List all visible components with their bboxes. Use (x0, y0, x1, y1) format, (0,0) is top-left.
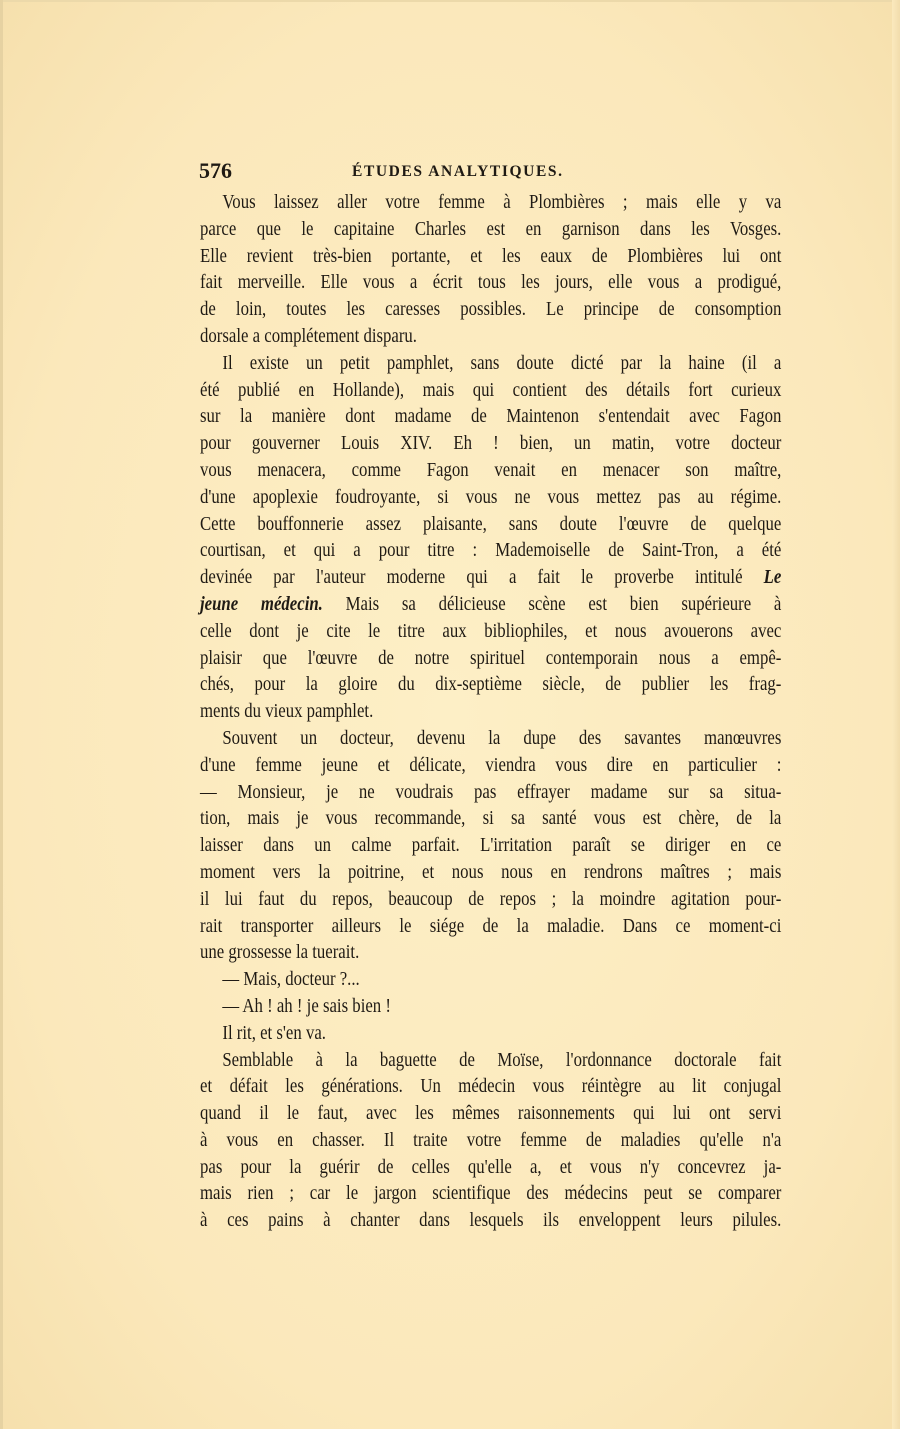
dialogue-line: — Ah ! ah ! je sais bien ! (222, 995, 391, 1017)
text-line: plaisir que l'œuvre de notre spirituel contemporain nous a empê- (200, 647, 782, 669)
text-span: devinée par l'auteur moderne qui a fait le proverbe intitulé (200, 567, 743, 589)
italic-title: jeune médecin. (200, 593, 323, 615)
text-line: quand il le faut, avec les mêmes raisonnements qui lui ont servi (200, 1103, 782, 1125)
text-line: rait transporter ailleurs le siége de la maladie. Dans ce moment-ci (200, 915, 782, 937)
text-line: à ces pains à chanter dans lesquels ils enveloppent leurs pilules. (200, 1210, 782, 1232)
page-edge-right (892, 0, 900, 1429)
text-line: sur la manière dont madame de Maintenon s'entendait avec Fagon (200, 406, 782, 428)
text-line: Vous laissez aller votre femme à Plombières ; mais elle y va (222, 192, 782, 213)
text-line: chés, pour la gloire du dix-septième siècle, de publier les frag- (200, 674, 782, 696)
text-line: celle dont je cite le titre aux bibliophiles, et nous avouerons avec (200, 620, 782, 642)
dialogue-line: Il rit, et s'en va. (222, 1022, 326, 1044)
text-line (200, 565, 781, 592)
text-line: pour gouverner Louis XIV. Eh ! bien, un matin, votre docteur (200, 433, 782, 455)
text-line: il lui faut du repos, beaucoup de repos ; la moindre agitation pour- (200, 888, 782, 910)
text-line (200, 592, 781, 619)
text-line: d'une apoplexie foudroyante, si vous ne vous mettez pas au régime. (200, 486, 782, 508)
text-line: Elle revient très-bien portante, et les eaux de Plombières lui ont (200, 245, 782, 267)
text-line: de loin, toutes les caresses possibles. Le principe de consomption (200, 299, 782, 321)
body-text (200, 190, 782, 1235)
text-line: Il existe un petit pamphlet, sans doute dicté par la haine (il a (222, 352, 782, 374)
text-line: Cette bouffonnerie assez plaisante, sans doute l'œuvre de quelque (200, 513, 782, 535)
text-line: et défait les générations. Un médecin vous réintègre au lit conjugal (200, 1076, 782, 1098)
text-line: parce que le capitaine Charles est en garnison dans les Vosges. (200, 218, 782, 240)
text-line: Souvent un docteur, devenu la dupe des savantes manœuvres (222, 727, 782, 749)
text-line: tion, mais je vous recommande, si sa santé vous est chère, de la (200, 808, 782, 830)
italic-title: Le (763, 567, 782, 589)
page-number: 576 (199, 158, 232, 183)
text-line: dorsale a complétement disparu. (200, 325, 418, 347)
text-line: mais rien ; car le jargon scientifique des médecins peut se comparer (200, 1183, 782, 1205)
running-head: ÉTUDES ANALYTIQUES. (352, 163, 564, 180)
text-line: laisser dans un calme parfait. L'irritation paraît se diriger en ce (200, 835, 782, 857)
text-span: Mais sa délicieuse scène est bien supérieure à (345, 593, 782, 615)
text-line: à vous en chasser. Il traite votre femme de maladies qu'elle n'a (200, 1129, 782, 1151)
page-edge-left (0, 0, 3, 1429)
text-line: courtisan, et qui a pour titre : Mademoiselle de Saint-Tron, a été (200, 540, 782, 562)
text-line: vous menacera, comme Fagon venait en menacer son maître, (200, 459, 782, 481)
text-line: d'une femme jeune et délicate, viendra vous dire en particulier : (200, 754, 782, 776)
text-line: pas pour la guérir de celles qu'elle a, et vous n'y concevrez ja- (200, 1156, 782, 1178)
text-line: Semblable à la baguette de Moïse, l'ordonnance doctorale fait (222, 1049, 782, 1071)
text-line: moment vers la poitrine, et nous nous en rendrons maîtres ; mais (200, 861, 782, 883)
dialogue-line: — Mais, docteur ?... (222, 969, 360, 991)
page-edge-top (0, 0, 900, 2)
text-line: été publié en Hollande), mais qui contient des détails fort curieux (200, 379, 782, 401)
text-line: une grossesse la tuerait. (200, 942, 360, 964)
text-line: — Monsieur, je ne voudrais pas effrayer madame sur sa situa- (200, 781, 782, 803)
text-line: fait merveille. Elle vous a écrit tous les jours, elle vous a prodigué, (200, 272, 782, 294)
text-line: ments du vieux pamphlet. (200, 701, 374, 723)
